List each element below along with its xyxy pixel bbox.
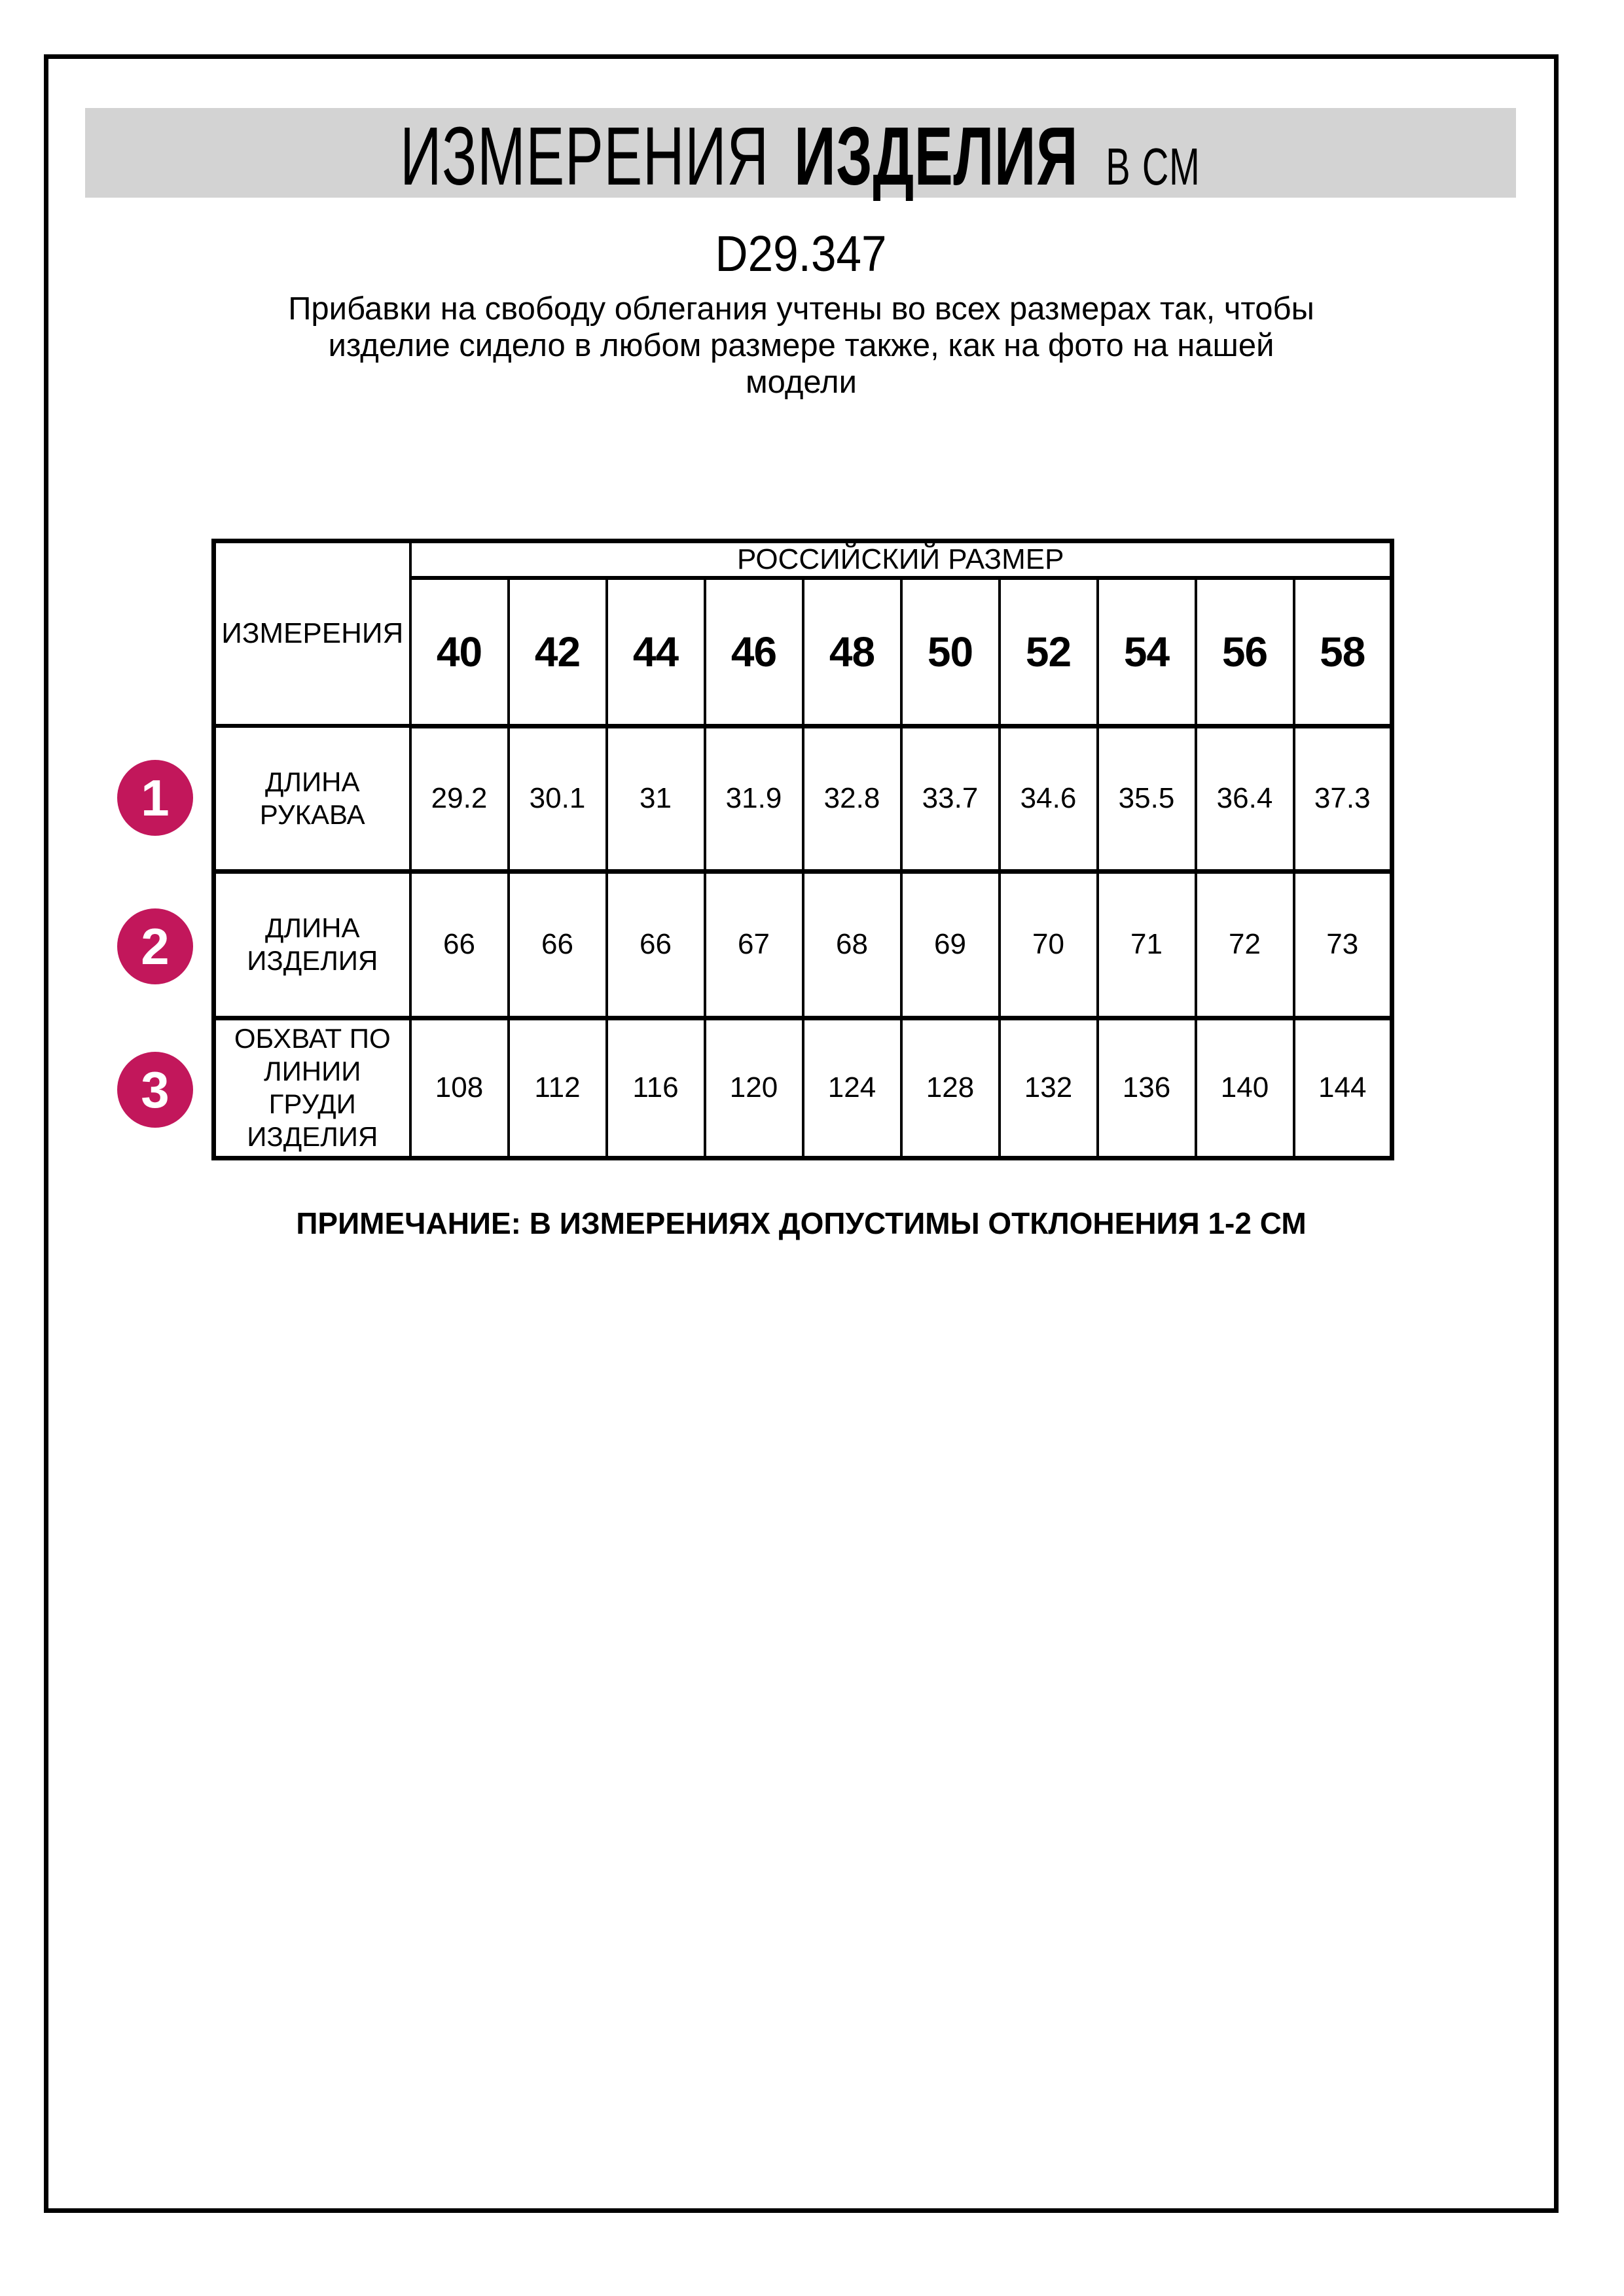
row-number-badge-3: 3 [117,1052,193,1128]
size-cell: 48 [803,578,901,726]
size-group-header-cell: РОССИЙСКИЙ РАЗМЕР [410,541,1392,579]
size-cell: 40 [410,578,509,726]
row-label-line: ГРУДИ [268,1088,356,1119]
value-cell: 69 [901,871,1000,1018]
fit-description-line: Прибавки на свободу облегания учтены во всех размерах так, чтобы [288,291,1314,327]
row-label-line: ЛИНИИ [264,1056,361,1086]
header-band [85,108,1516,202]
size-cell: 46 [705,578,803,726]
row-label-cell [214,871,410,1018]
value-cell: 35.5 [1098,726,1196,871]
row-label-cell [214,726,410,871]
fit-description-line: изделие сидело в любом размере также, как на фото на нашей [328,328,1274,363]
row-number-badge-2: 2 [117,908,193,984]
size-cell: 50 [901,578,1000,726]
value-cell: 108 [410,1018,509,1158]
table-row-chest-girth [214,1018,1392,1158]
value-cell: 124 [803,1018,901,1158]
value-cell: 31.9 [705,726,803,871]
value-cell: 73 [1294,871,1392,1018]
value-cell: 116 [607,1018,705,1158]
value-cell: 71 [1098,871,1196,1018]
title-measurements-word: ИЗМЕРЕНИЯ [400,110,770,202]
page-title [400,102,1200,204]
row-label-cell [214,1018,410,1158]
value-cell: 68 [803,871,901,1018]
row-number-badge-1: 1 [117,760,193,836]
value-cell: 128 [901,1018,1000,1158]
tolerance-note: ПРИМЕЧАНИЕ: В ИЗМЕРЕНИЯХ ДОПУСТИМЫ ОТКЛОНЕНИЯ 1-2 СМ [296,1206,1307,1240]
value-cell: 67 [705,871,803,1018]
value-cell: 136 [1098,1018,1196,1158]
value-cell: 112 [509,1018,607,1158]
row-label-line: РУКАВА [259,798,365,830]
value-cell: 66 [509,871,607,1018]
value-cell: 144 [1294,1018,1392,1158]
value-cell: 30.1 [509,726,607,871]
title-units: В СМ [1106,137,1201,196]
size-cell: 54 [1098,578,1196,726]
table-row-product-length [214,871,1392,1018]
value-cell: 66 [607,871,705,1018]
size-cell: 58 [1294,578,1392,726]
value-cell: 34.6 [1000,726,1098,871]
size-cell: 52 [1000,578,1098,726]
row-label-line: ИЗДЕЛИЯ [247,1121,378,1152]
row-label-line: ИЗДЕЛИЯ [247,945,378,976]
value-cell: 72 [1196,871,1294,1018]
value-cell: 31 [607,726,705,871]
value-cell: 33.7 [901,726,1000,871]
size-cell: 42 [509,578,607,726]
size-table [211,539,1394,1160]
article-code: D29.347 [715,226,888,282]
fit-description [44,291,1559,401]
row-label-line: ОБХВАТ ПО [234,1023,391,1054]
value-cell: 37.3 [1294,726,1392,871]
row-label-line: ДЛИНА [264,912,360,943]
title-product-word: ИЗДЕЛИЯ [794,110,1079,202]
value-cell: 140 [1196,1018,1294,1158]
value-cell: 36.4 [1196,726,1294,871]
size-cell: 44 [607,578,705,726]
table-row-sleeve-length [214,726,1392,871]
fit-description-line: модели [745,365,857,400]
value-cell: 120 [705,1018,803,1158]
value-cell: 29.2 [410,726,509,871]
value-cell: 70 [1000,871,1098,1018]
value-cell: 66 [410,871,509,1018]
row-label-line: ДЛИНА [264,766,360,797]
value-cell: 132 [1000,1018,1098,1158]
value-cell: 32.8 [803,726,901,871]
corner-header-cell: ИЗМЕРЕНИЯ [214,541,410,726]
size-cell: 56 [1196,578,1294,726]
